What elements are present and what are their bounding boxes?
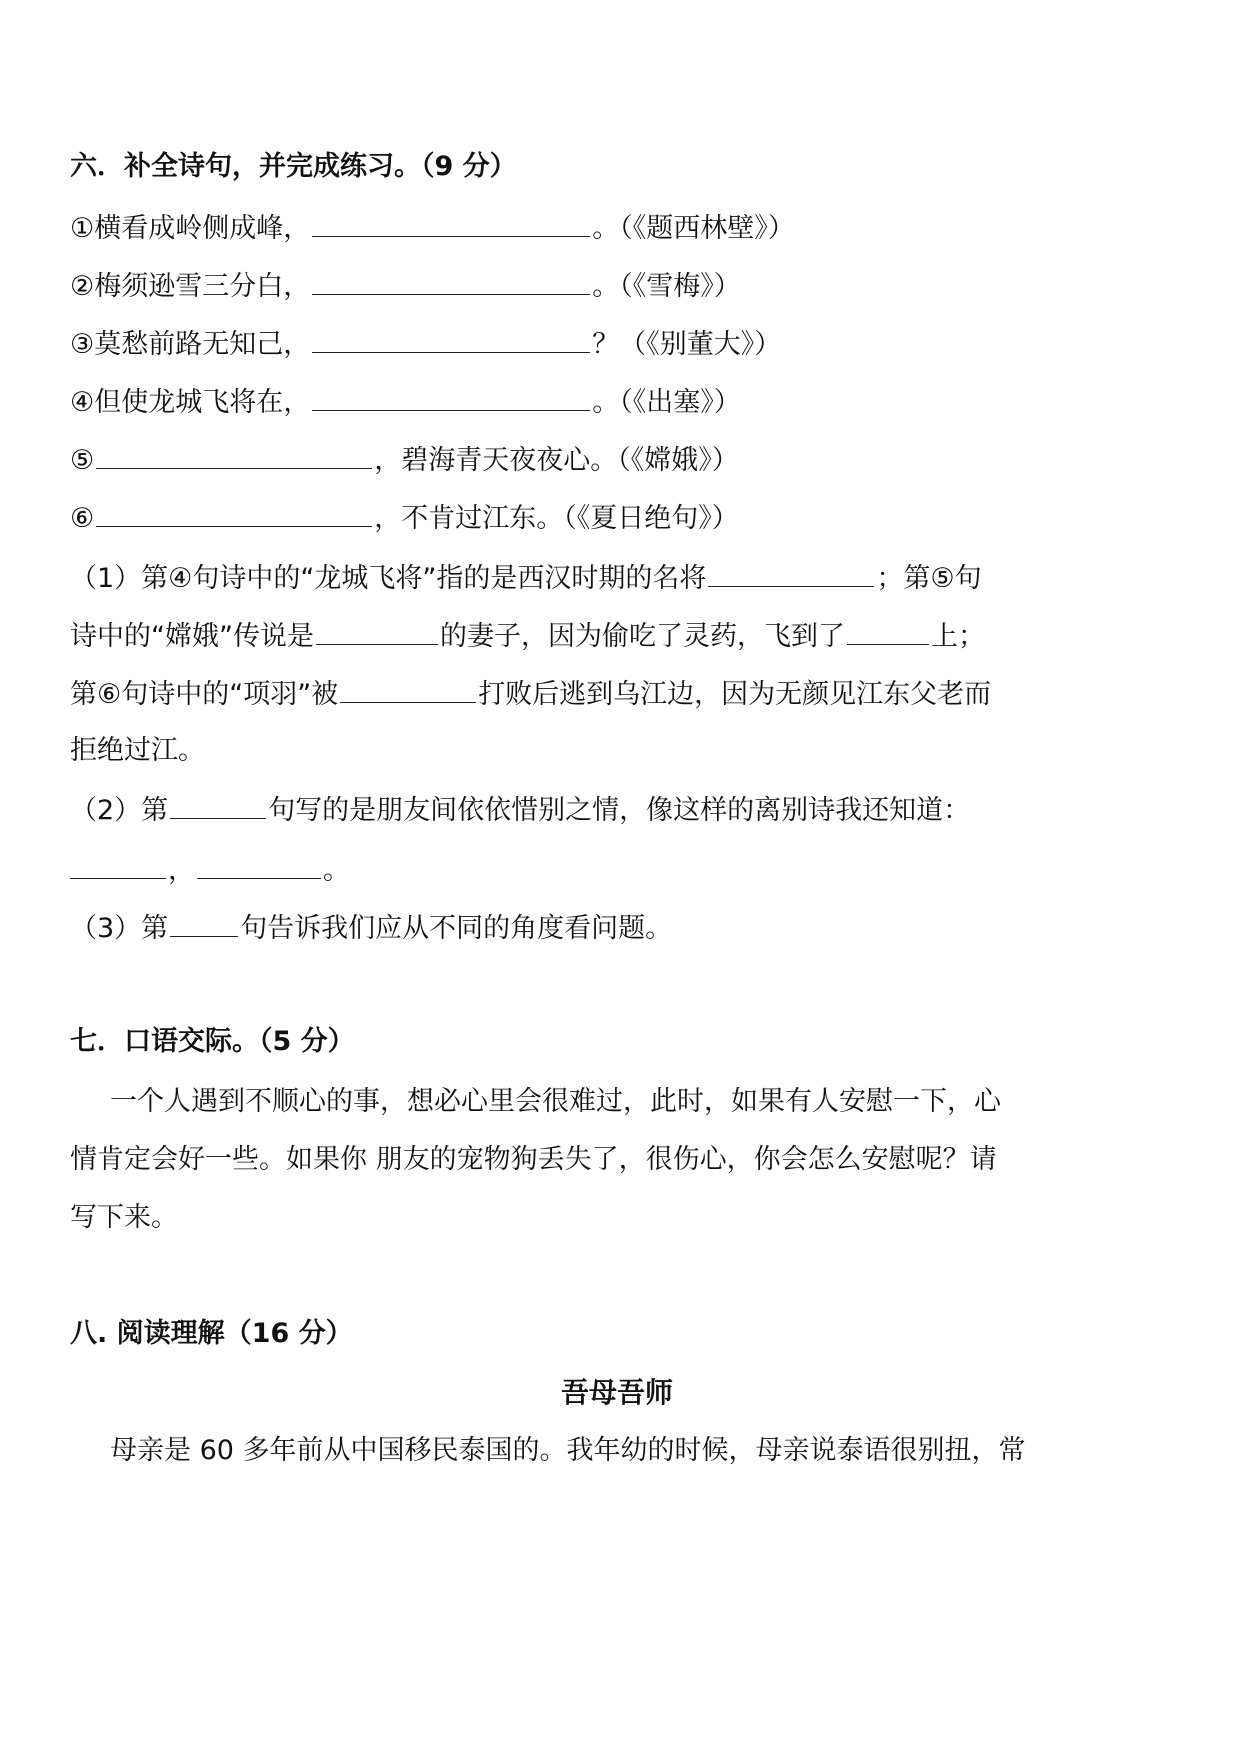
item-number: ③ <box>70 329 95 360</box>
answer-blank-6[interactable] <box>96 500 372 527</box>
question-2-line-1 <box>70 792 970 828</box>
question-text: ；第⑤句 <box>876 563 982 594</box>
section-7-heading: 七．口语交际。（5 分） <box>70 1026 355 1057</box>
article-paragraph-line-1: 母亲是 60 多年前从中国移民泰国的。我年幼的时候，母亲说泰语很别扭，常 <box>110 1435 1026 1466</box>
section-7-paragraph-line-1: 一个人遇到不顺心的事，想必心里会很难过，此时，如果有人安慰一下，心 <box>110 1086 1001 1117</box>
poem-source: 。（《题西林壁》） <box>592 213 795 244</box>
separator: ， <box>168 855 195 886</box>
answer-blank-2[interactable] <box>312 268 590 295</box>
poem-source: ？（《别董大》） <box>592 329 782 360</box>
answer-blank-poem-1[interactable] <box>70 852 166 879</box>
question-text: 的妻子，因为偷吃了灵药，飞到了 <box>439 621 845 652</box>
answer-blank-sentence-number[interactable] <box>170 910 238 937</box>
article-title: 吾母吾师 <box>560 1376 673 1409</box>
question-text: 诗中的“嫦娥”传说是 <box>70 621 314 652</box>
question-text: 打败后逃到乌江边，因为无颜见江东父老而 <box>478 679 992 710</box>
question-1-line-3 <box>70 676 991 712</box>
poem-line-6 <box>70 500 739 536</box>
answer-blank-general[interactable] <box>708 560 874 587</box>
poem-line-3 <box>70 326 781 362</box>
item-number: ④ <box>70 387 95 418</box>
question-text: （2）第 <box>70 795 169 826</box>
section-7-paragraph-line-3: 写下来。 <box>70 1202 178 1233</box>
question-1-line-2 <box>70 618 985 654</box>
answer-blank-5[interactable] <box>96 442 372 469</box>
poem-source: 。（《出塞》） <box>592 387 741 418</box>
section-8-heading: 八. 阅读理解（16 分） <box>70 1318 353 1349</box>
question-text: 句告诉我们应从不同的角度看问题。 <box>240 913 673 944</box>
question-text: 句写的是朋友间依依惜别之情，像这样的离别诗我还知道： <box>268 795 971 826</box>
question-3 <box>70 910 672 946</box>
poem-prefix: 梅须逊雪三分白， <box>94 271 311 302</box>
question-text: （3）第 <box>70 913 169 944</box>
answer-blank-3[interactable] <box>312 326 590 353</box>
poem-suffix-source: ，碧海青天夜夜心。（《嫦娥》） <box>374 445 739 476</box>
answer-blank-sentence-number[interactable] <box>170 792 266 819</box>
item-number: ⑤ <box>70 445 95 476</box>
question-text: 第⑥句诗中的“项羽”被 <box>70 679 339 710</box>
poem-prefix: 莫愁前路无知己， <box>94 329 311 360</box>
poem-prefix: 但使龙城飞将在， <box>94 387 311 418</box>
poem-line-1 <box>70 210 795 246</box>
item-number: ① <box>70 213 95 244</box>
poem-suffix-source: ，不肯过江东。（《夏日绝句》） <box>374 503 739 534</box>
section-6-heading: 六．补全诗句，并完成练习。（9 分） <box>70 151 517 182</box>
answer-blank-place[interactable] <box>847 618 929 645</box>
answer-blank-poem-2[interactable] <box>197 852 321 879</box>
poem-line-5 <box>70 442 739 478</box>
question-text: （1）第④句诗中的“龙城飞将”指的是西汉时期的名将 <box>70 563 707 594</box>
poem-line-2 <box>70 268 741 304</box>
answer-blank-defeater[interactable] <box>340 676 476 703</box>
question-1-line-4: 拒绝过江。 <box>70 735 205 766</box>
period: 。 <box>323 855 350 886</box>
question-2-line-2 <box>70 852 350 888</box>
question-text: 上； <box>930 621 985 652</box>
poem-source: 。（《雪梅》） <box>592 271 741 302</box>
item-number: ② <box>70 271 95 302</box>
answer-blank-husband[interactable] <box>316 618 438 645</box>
poem-prefix: 横看成岭侧成峰， <box>94 213 311 244</box>
section-7-paragraph-line-2: 情肯定会好一些。如果你 朋友的宠物狗丢失了，很伤心，你会怎么安慰呢？请 <box>70 1144 997 1175</box>
poem-line-4 <box>70 384 741 420</box>
answer-blank-4[interactable] <box>312 384 590 411</box>
answer-blank-1[interactable] <box>312 210 590 237</box>
question-1-line-1 <box>70 560 982 596</box>
item-number: ⑥ <box>70 503 95 534</box>
